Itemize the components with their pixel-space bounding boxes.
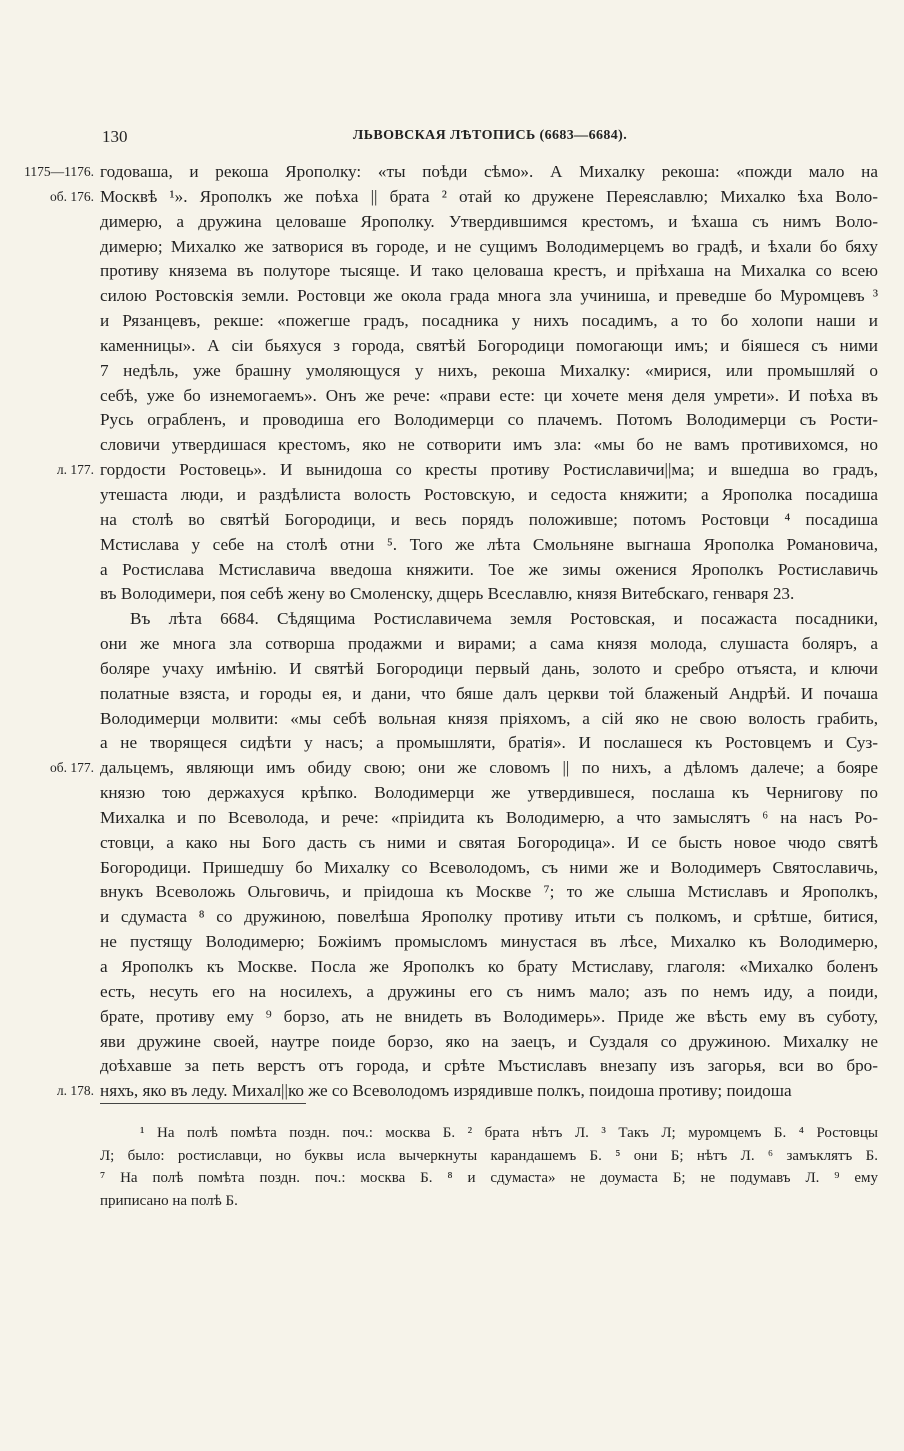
text-line: а не творящеся сидѣти у насъ; а промышляти, братія». И послашеся къ Ростовцемъ и Суз- <box>100 733 878 753</box>
text-line: Володимерци молвити: «мы себѣ вольная князя пріяхомъ, а сій яко не свою волость грабить, <box>100 708 878 728</box>
text-line: а Ярополкъ къ Москве. Посла же Ярополкъ ко брату Мстиславу, глаголя: «Михалко боленъ <box>100 957 878 976</box>
text-line: Богородици. Пришедшу бо Михалку со Всеволодомъ, съ ними же и Володимеръ Святославичь, <box>100 857 878 877</box>
text-line: полатные взяста, и городы ея, и дани, что бяше далъ церкви той блаженый Андрѣй. И почаша <box>100 683 878 703</box>
text-line: внукъ Всеволожь Ольговичь, и пріидоша къ Москве ⁷; то же слыша Мстиславъ и Ярополкъ, <box>100 882 878 902</box>
text-line: димерю, а дружина целоваше Ярополку. Утвердившимся крестомъ, и ѣхаша съ нимъ Воло- <box>100 211 878 231</box>
text-line: Михалка и по Всеволода, и рече: «пріидита къ Володимерю, а что замыслятъ ⁶ на насъ Ро- <box>100 807 878 827</box>
text-line: есть, несуть его на носилехъ, а дружины его съ нимъ мало; азъ по немъ иду, а поиди, <box>100 981 878 1001</box>
text-line: Мстислава у себе на столѣ отни ⁵. Того же лѣта Смольняне выгнаша Ярополка Романовича, <box>100 534 878 554</box>
footnotes <box>100 1122 878 1212</box>
text-line: няхъ, яко въ леду. Михал||ко же со Всеволодомъ изрядивше полкъ, поидоша противу; поидоша <box>100 1081 792 1101</box>
margin-note: об. 176. <box>50 188 94 204</box>
footnote-line: приписано на полѣ Б. <box>100 1192 238 1209</box>
text-line: въ Володимери, поя себѣ жену во Смоленску, дщерь Всеславлю, князя Витебскаго, генваря 23. <box>100 584 795 604</box>
text-line: они же многа зла сотворша продажми и вирами; а сама князя молода, слушаста боляръ, а <box>100 634 878 654</box>
text-line: на столѣ во святѣй Богородици, и весь порядъ положивше; потомъ Ростовци ⁴ посадиша <box>100 509 878 529</box>
text-line: и сдумаста ⁸ со дружиною, повелѣша Ярополку противу итьти съ полкомъ, и срѣтше, битися, <box>100 907 878 927</box>
text-line: яви дружине своей, наутре поиде борзо, яко на заецъ, и Суздаля со дружиною. Михалку не <box>100 1031 878 1051</box>
footnote-line: ¹ На полѣ помѣта поздн. поч.: москва Б. ² брата нѣтъ Л. ³ Такъ Л; муромцемъ Б. ⁴ Ростовцы <box>140 1125 878 1141</box>
footnote-line: Л; было: ростиславци, но буквы исла вычеркнуты карандашемъ Б. ⁵ они Б; нѣтъ Л. ⁶ замъклятъ Б. <box>100 1147 878 1164</box>
text-line: Въ лѣта 6684. Сѣдящима Ростиславичема земля Ростовская, и посажаста посадники, <box>130 609 878 629</box>
text-line: стовци, а како ны Бого дасть съ ними и святая Богородица». И се бысть новое чюдо святѣ <box>100 832 878 852</box>
text-line: а Ростислава Мстиславича введоша княжити. Тое же зимы оженися Ярополкъ Ростиславичь <box>100 559 878 579</box>
text-line: утешаста люди, и раздѣлиста волость Ростовскую, и седоста княжити; а Ярополка посадиша <box>100 484 878 504</box>
page-number: 130 <box>102 127 128 146</box>
text-line: силою Ростовскія земли. Ростовци же окола града многа зла учиниша, и преведше бо Муромцевъ ³ <box>100 286 878 306</box>
text-line: димерю; Михалко же затворися въ городе, и не сущимъ Володимерцемъ во градѣ, и ѣхали бо бяху <box>100 236 878 256</box>
text-line: князю тою держахуся крѣпко. Володимерци же утвердившеся, послаша къ Чернигову по <box>100 783 878 803</box>
text-line: каменницы». А сіи бьяхуся з города, святѣй Богородици помогающи имъ; и біяшеся съ ними <box>100 335 878 355</box>
footnote-line: ⁷ На полѣ помѣта поздн. поч.: москва Б. ⁸ и сдумаста» не доумаста Б; не подумавъ Л. ⁹ ему <box>100 1170 878 1186</box>
main-text <box>100 160 878 1104</box>
footnote-divider <box>100 1103 306 1104</box>
text-line: доѣхавше за петь верстъ отъ города, и срѣте Мъстиславъ внезапу изъ загорья, вси во бро- <box>100 1056 878 1076</box>
text-line: боляре учаху имѣнію. И святѣй Богородици первый дань, золото и сребро отъяста, и ключи <box>100 658 878 678</box>
text-line: словичи утвердишася крестомъ, яко не сотворити имъ зла: «мы бо не вамъ противихомся, но <box>100 435 878 455</box>
margin-note: л. 177. <box>56 462 94 478</box>
text-line: дальцемъ, являющи имъ обиду свою; они же словомъ || по нихъ, а дѣломъ далече; а бояре <box>100 758 878 778</box>
margin-note: 1175—1176. <box>24 164 94 179</box>
margin-note: об. 177. <box>50 760 94 776</box>
running-title: ЛЬВОВСКАЯ ЛѢТОПИСЬ (6683—6684). <box>352 128 628 143</box>
text-line: брате, противу ему ⁹ борзо, ать не внидеть въ Володимерь». Приде же вѣсть ему въ суботу, <box>100 1006 878 1026</box>
page-header <box>100 127 880 149</box>
text-line: 7 недѣль, уже брашну умоляющуся у нихъ, рекоша Михалку: «мирися, или промышляй о <box>100 360 878 380</box>
margin-note: л. 178. <box>56 1083 94 1099</box>
text-line: гордости Ростовець». И вынидоша со кресты противу Ростиславичи||ма; и вшедша во градъ, <box>100 460 878 480</box>
text-line: Русь ограбленъ, и проводиша его Володимерци со плачемъ. Потомъ Володимерци съ Рости- <box>100 410 878 430</box>
text-line: не пустящу Володимерю; Божіимъ промысломъ минустася въ лѣсе, Михалко къ Володимерю, <box>100 932 878 952</box>
text-line: противу князема въ полуторе тысяще. И тако целоваша крестъ, и пріѣхаша на Михалка со всею <box>100 261 878 281</box>
text-line: себѣ, уже бо изнемогаемъ». Онъ же рече: «прави есте: ци хочете меня деля умрети». И поѣха въ <box>100 385 878 405</box>
text-line: годоваша, и рекоша Ярополку: «ты поѣди сѣмо». А Михалку рекоша: «пожди мало на <box>100 162 878 181</box>
text-line: и Рязанцевъ, рекше: «пожегше градъ, посадника у нихъ посадимъ, а то бо холопи наши и <box>100 311 878 331</box>
text-line: Москвѣ ¹». Ярополкъ же поѣха || брата ² отай ко дружене Переяславлю; Михалко ѣха Воло- <box>100 186 878 206</box>
